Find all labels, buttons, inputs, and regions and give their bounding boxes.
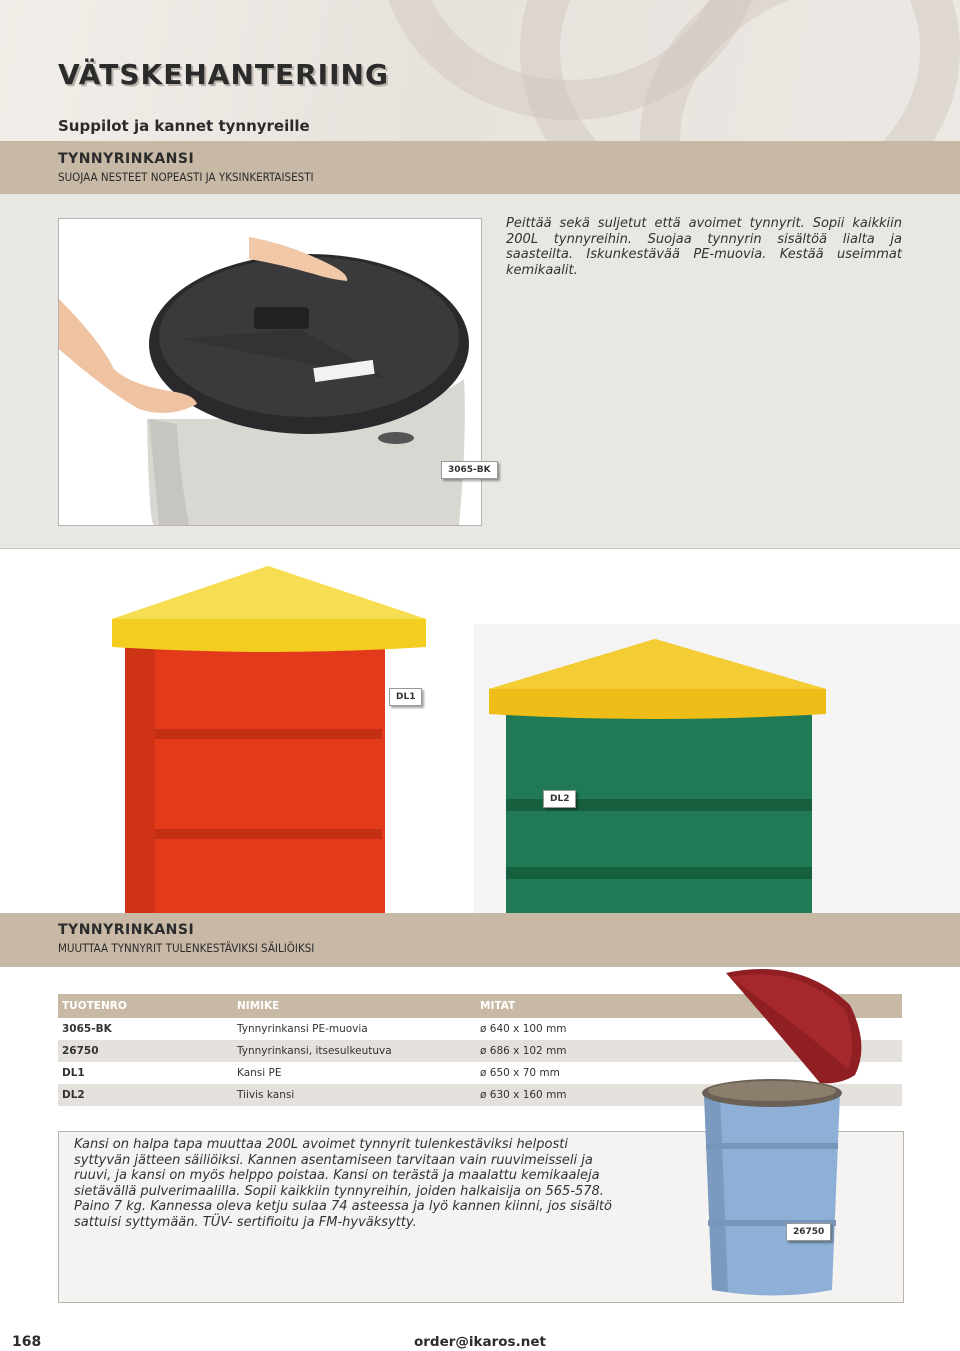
can-with-red-lid-image xyxy=(690,965,902,1301)
section-subtitle: SUOJAA NESTEET NOPEASTI JA YKSINKERTAISESTI xyxy=(58,170,314,184)
product-code-tag-26750: 26750 xyxy=(786,1223,831,1241)
cell-dimensions: ø 640 x 100 mm xyxy=(480,1023,567,1035)
cell-dimensions: ø 686 x 102 mm xyxy=(476,1040,902,1062)
cell-name: Kansi PE xyxy=(237,1067,282,1079)
cell-dimensions: ø 650 x 70 mm xyxy=(480,1067,560,1079)
column-header-name: NIMIKE xyxy=(233,994,476,1018)
product-photo-3065-bk xyxy=(58,218,482,526)
product-description: Peittää sekä suljetut että avoimet tynnyrit. Sopii kaikkiin 200L tynnyreihin. Suojaa tynnyrin sisältöä lialta ja saasteilta. Iskunkestävää PE-muovia. Kestää useimmat kemikaalit. xyxy=(506,216,902,278)
product-code-tag: 3065-BK xyxy=(441,461,498,479)
dl1-tag: DL1 xyxy=(389,688,422,706)
page-title: VÄTSKEHANTERIING xyxy=(58,58,389,91)
cell-name: Tynnyrinkansi, itsesulkeutuva xyxy=(233,1040,476,1062)
contact-email-link[interactable]: order@ikaros.net xyxy=(414,1334,546,1350)
cell-name: Tynnyrinkansi PE-muovia xyxy=(237,1023,368,1035)
cell-code: 3065-BK xyxy=(62,1023,112,1035)
cell-code: DL2 xyxy=(58,1084,233,1106)
cell-dimensions: ø 630 x 160 mm xyxy=(476,1084,902,1106)
cell-code: 26750 xyxy=(58,1040,233,1062)
section-header-band xyxy=(0,141,960,194)
column-header-code: TUOTENRO xyxy=(58,994,233,1018)
section-subtitle-2: MUUTTAA TYNNYRIT TULENKESTÄVIKSI SÄILIÖIKSI xyxy=(58,941,315,955)
page-subtitle: Suppilot ja kannet tynnyreille xyxy=(58,117,310,135)
barrels-with-yellow-lids-image xyxy=(0,549,960,913)
cell-code: DL1 xyxy=(62,1067,85,1079)
section-title: TYNNYRINKANSI xyxy=(58,151,195,167)
barrel-with-black-lid-image xyxy=(59,219,481,525)
dl2-tag: DL2 xyxy=(543,790,576,808)
section-title-2: TYNNYRINKANSI xyxy=(58,922,195,938)
column-header-dimensions: MITAT xyxy=(476,994,902,1018)
cell-name: Tiivis kansi xyxy=(233,1084,476,1106)
fireproof-lid-description: Kansi on halpa tapa muuttaa 200L avoimet tynnyrit tulenkestäviksi helposti syttyvän jätteen säiliöiksi. Kannen asentamiseen tarvitaan vain ruuvimeisseli ja ruuvi, ja kansi on myös helppo poistaa. Kansi on terästä ja maalattu kemikaaleja sietävällä pulverimaalilla. Sopii kaikkiin tynnyreihin, joiden halkaisija on 565-578. Paino 7 kg. Kannessa oleva ketju sulaa 74 asteessa ja lyö kannen kiinni, jos sisältö sattuisi syttymään. TÜV- sertifioitu ja FM-hyväksytty. xyxy=(74,1137,612,1230)
page-number: 168 xyxy=(12,1334,42,1350)
